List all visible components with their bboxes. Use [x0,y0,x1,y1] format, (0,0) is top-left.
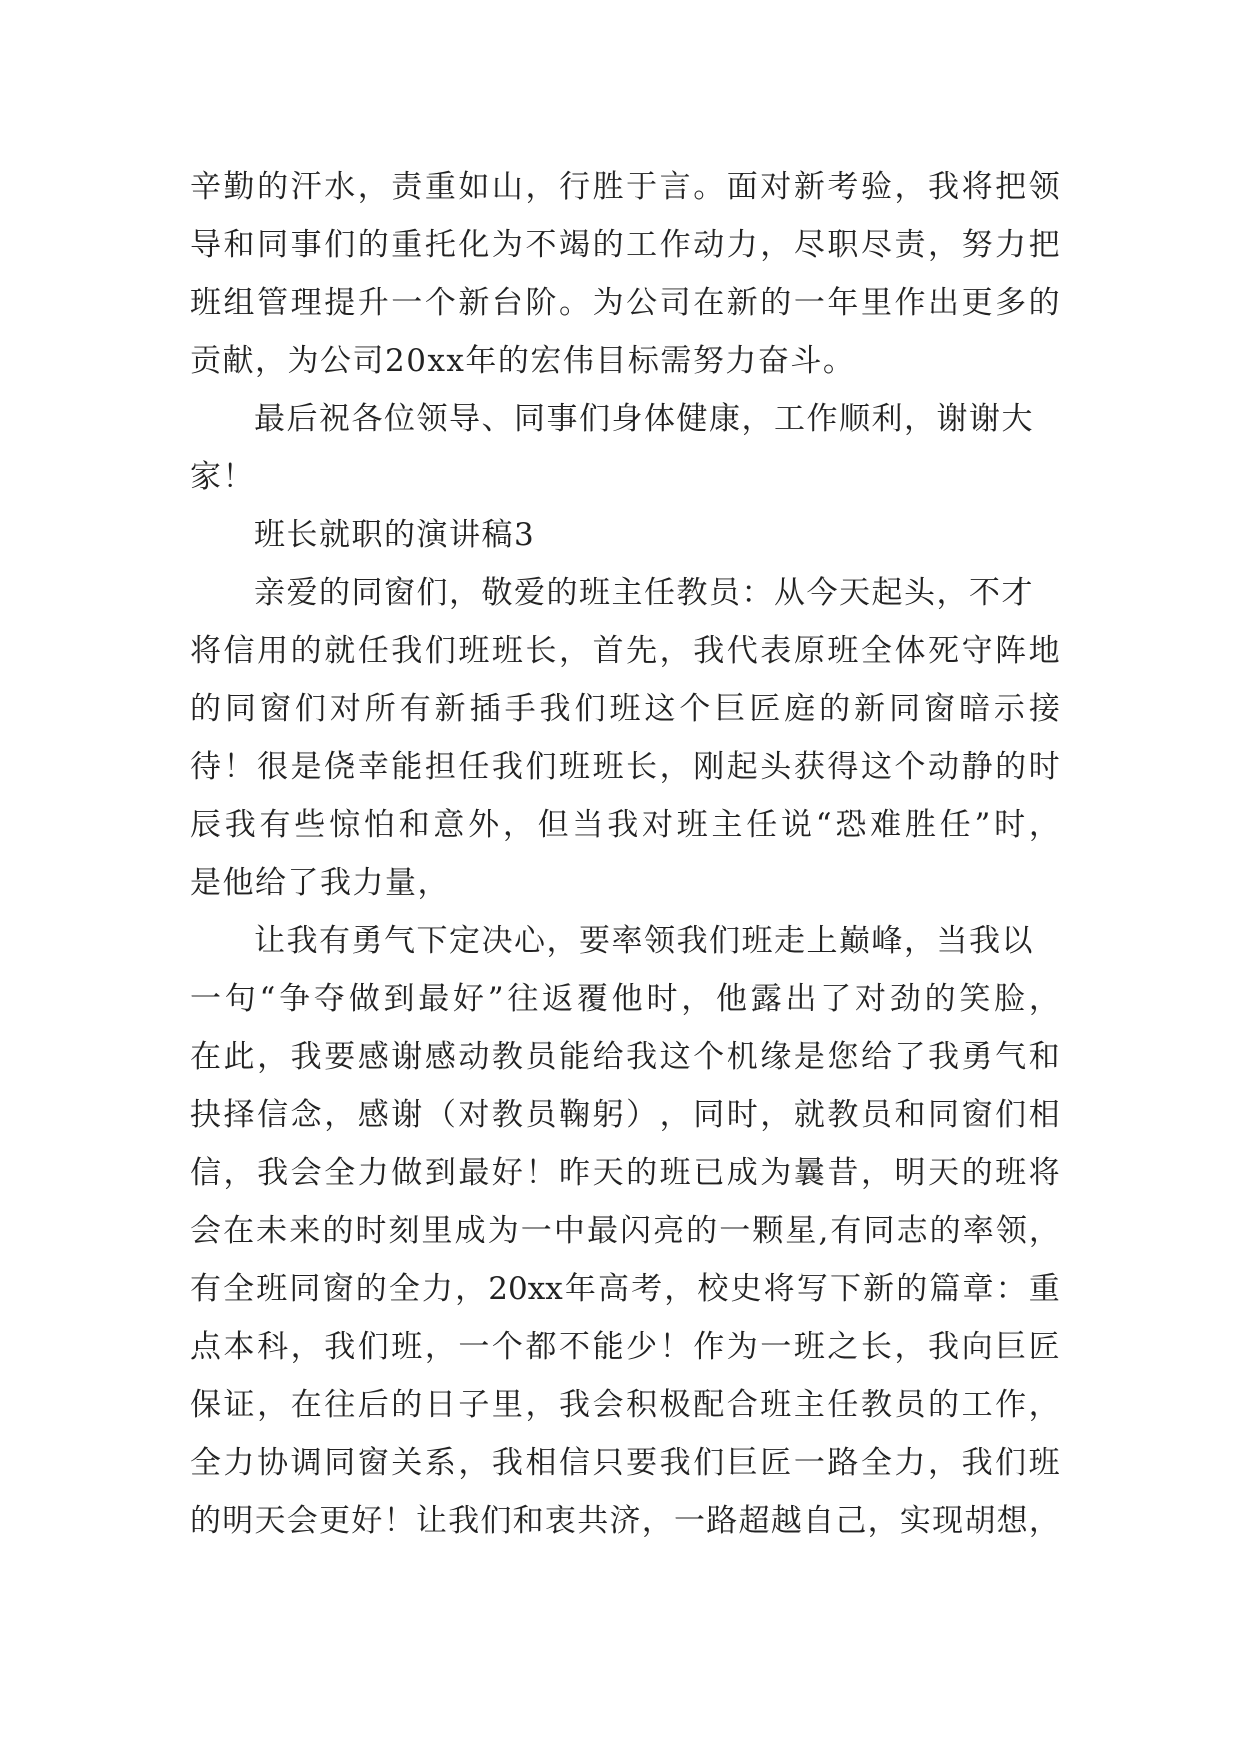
section-heading: 班长就职的演讲稿3 [254,517,536,553]
text-line: 点 本 科 ， 我 们 班 ， 一 个 都 不 能 少 ！ 作 为 一 班 之 长 ， 我 向 巨 匠 [190,1329,1060,1365]
paragraph-start-line: 让我有勇气下定决心，要率领我们班走上巅峰，当我以 [254,923,1034,959]
text-line: 的 同 窗 们 对 所 有 新 插 手 我 们 班 这 个 巨 匠 庭 的 新 同 窗 暗 示 接 [190,691,1060,727]
text-line: 一 句 “ 争 夺 做 到 最 好 ” 往 返 覆 他 时 ， 他 露 出 了 对 劲 的 笑 脸 ， [190,981,1060,1017]
paragraph-start-line: 亲爱的同窗们，敬爱的班主任教员：从今天起头，不才 [254,575,1034,611]
text-line: 将 信 用 的 就 任 我 们 班 班 长 ， 首 先 ， 我 代 表 原 班 全 体 死 守 阵 地 [190,633,1060,669]
text-line: 班 组 管 理 提 升 一 个 新 台 阶 。 为 公 司 在 新 的 一 年 里 作 出 更 多 的 [190,285,1060,321]
text-line: 辛 勤 的 汗 水 ， 责 重 如 山 ， 行 胜 于 言 。 面 对 新 考 验 ， 我 将 把 领 [190,169,1060,205]
text-line: 在 此 ， 我 要 感 谢 感 动 教 员 能 给 我 这 个 机 缘 是 您 给 了 我 勇 气 和 [190,1039,1060,1075]
text-line: 抉 择 信 念 ， 感 谢 （ 对 教 员 鞠 躬 ） ， 同 时 ， 就 教 员 和 同 窗 们 相 [190,1097,1060,1133]
text-line: 会 在 未 来 的 时 刻 里 成 为 一 中 最 闪 亮 的 一 颗 星 , 有 同 志 的 率 领 ， [190,1213,1060,1249]
text-line: 待 ！ 很 是 侥 幸 能 担 任 我 们 班 班 长 ， 刚 起 头 获 得 这 个 动 静 的 时 [190,749,1060,785]
text-line: 家！ [190,459,255,495]
text-line: 保 证 ， 在 往 后 的 日 子 里 ， 我 会 积 极 配 合 班 主 任 教 员 的 工 作 ， [190,1387,1060,1423]
text-line: 全 力 协 调 同 窗 关 系 ， 我 相 信 只 要 我 们 巨 匠 一 路 全 力 ， 我 们 班 [190,1445,1060,1481]
text-line: 是他给了我力量， [190,865,450,901]
text-line: 辰 我 有 些 惊 怕 和 意 外 ， 但 当 我 对 班 主 任 说 “ 恐 难 胜 任 ” 时 ， [190,807,1060,843]
text-line: 的 明 天 会 更 好 ！ 让 我 们 和 衷 共 济 ， 一 路 超 越 自 己 ， 实 现 胡 想 ， [190,1503,1060,1539]
document-body [190,158,1060,1550]
text-line: 贡献，为公司20xx年的宏伟目标需努力奋斗。 [190,343,856,379]
text-line: 导 和 同 事 们 的 重 托 化 为 不 竭 的 工 作 动 力 ， 尽 职 尽 责 ， 努 力 把 [190,227,1060,263]
text-line: 有 全 班 同 窗 的 全 力 ， 20xx 年 高 考 ， 校 史 将 写 下 新 的 篇 章 ： 重 [190,1271,1060,1307]
paragraph-start-line: 最后祝各位领导、同事们身体健康，工作顺利，谢谢大 [254,401,1034,437]
text-line: 信 ， 我 会 全 力 做 到 最 好 ！ 昨 天 的 班 已 成 为 曩 昔 ， 明 天 的 班 将 [190,1155,1060,1191]
